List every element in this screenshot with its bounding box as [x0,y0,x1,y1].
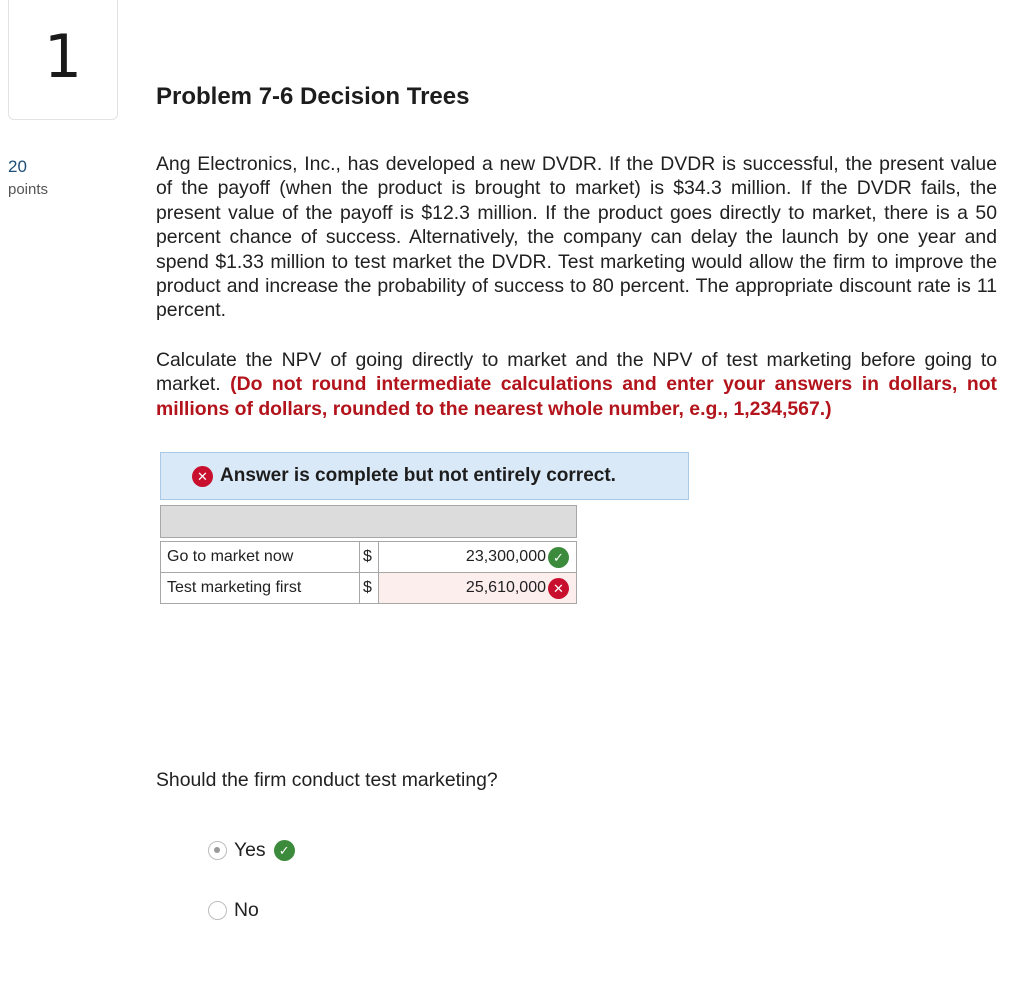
check-circle-icon: ✓ [548,547,569,568]
answer-table-header [161,506,577,538]
currency-symbol: $ [360,573,379,604]
option-yes[interactable] [208,839,295,862]
option-label: No [234,899,259,921]
radio-button-yes[interactable] [208,841,227,860]
x-circle-icon: ✕ [192,466,213,487]
points-label: points [8,181,49,198]
feedback-banner [160,452,689,500]
instruction-main: Calculate the NPV of going directly to market and the NPV of test marketing before going to market. [156,349,997,396]
question-number: 1 [43,22,83,92]
problem-title: Problem 7-6 Decision Trees [156,83,470,110]
answer-table [160,505,577,604]
answer-input-test-marketing[interactable] [378,573,576,604]
points-value: 20 [8,157,27,176]
table-row [161,573,577,604]
instruction-emphasis: (Do not round intermediate calculations and enter your answers in dollars, not millions of dollars, rounded to the nearest whole number, e.g., 1,234,567.) [156,373,997,420]
option-no[interactable] [208,899,259,922]
followup-question: Should the firm conduct test marketing? [156,769,498,791]
row-label: Test marketing first [161,573,360,604]
check-circle-icon: ✓ [274,840,295,861]
answer-input-go-to-market[interactable] [378,542,576,573]
x-circle-icon: ✕ [548,578,569,599]
instruction-text [156,348,997,421]
feedback-message: Answer is complete but not entirely correct. [220,465,616,486]
question-number-box [8,0,118,120]
option-label: Yes [234,839,266,861]
row-label: Go to market now [161,542,360,573]
currency-symbol: $ [360,542,379,573]
answer-value: 23,300,000 [465,548,546,565]
table-row [161,542,577,573]
answer-value: 25,610,000 [465,579,546,596]
radio-button-no[interactable] [208,901,227,920]
answer-table-header-cell [161,506,577,538]
problem-text: Ang Electronics, Inc., has developed a new DVDR. If the DVDR is successful, the present value of the payoff (when the product is brought to market) is $34.3 million. If the DVDR fails, the present value of the payoff is $12.3 million. If the product goes directly to market, there is a 50 percent chance of success. Alternatively, the company can delay the launch by one year and spend $1.33 million to test market the DVDR. Test marketing would allow the firm to improve the product and increase the probability of success to 80 percent. The appropriate discount rate is 11 percent. [156,153,997,322]
